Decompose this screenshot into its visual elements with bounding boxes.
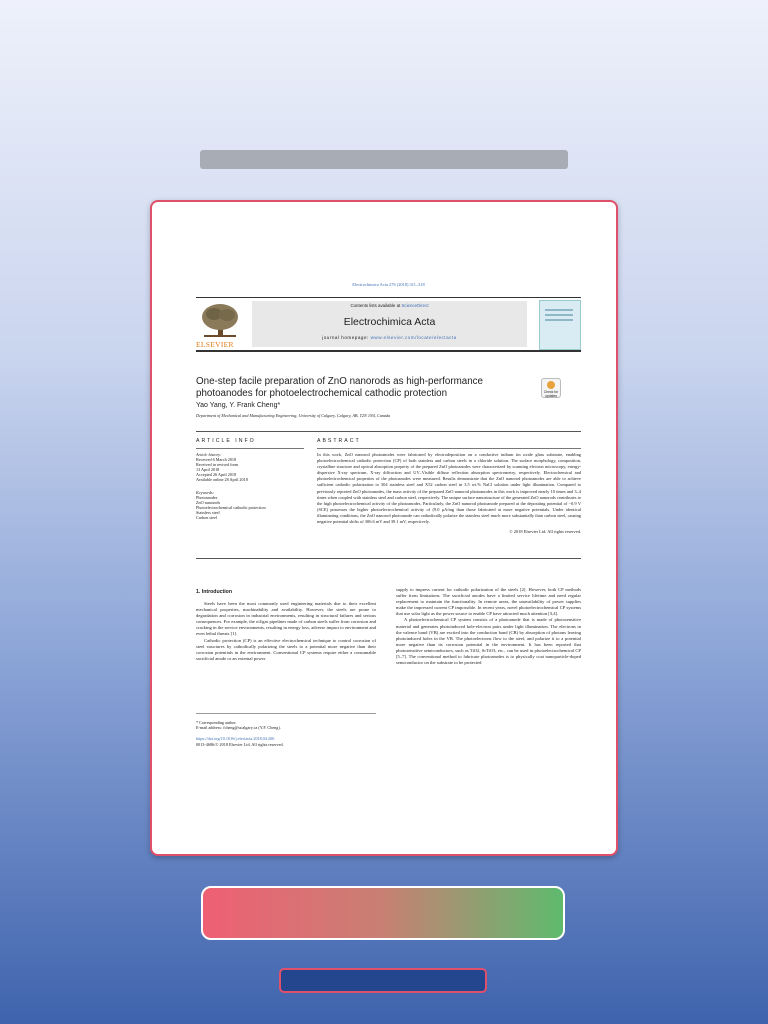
- history-item: Accepted 26 April 2018: [196, 472, 237, 477]
- footnote: [196, 713, 376, 747]
- article-info: [196, 438, 304, 520]
- keyword-item: Photoanodes: [196, 495, 218, 500]
- body-paragraph: Steels have been the most commonly used engineering materials due to their excellent mechanical properties, machinability and availability. However, the steels are prone to degradation and corrosion in industrial environments, resulting in structural failures and serious consequences. For example, the oil/gas pipelines made of carbon steels suffer from corrosion and cracking in the service environments, resulting in energy loss, adverse impact to environment and even lethal threats [1].: [196, 601, 376, 637]
- check-updates-icon: [547, 381, 555, 389]
- article-info-heading: ARTICLE INFO: [196, 438, 304, 449]
- body-left-column: [196, 587, 376, 747]
- history-item: Received in revised form: [196, 462, 239, 467]
- article-info-abstract: [196, 431, 581, 559]
- journal-cover-thumbnail: [539, 300, 581, 350]
- issn-line: 0013-4686/© 2018 Elsevier Ltd. All rights reserved.: [196, 741, 284, 747]
- section-title: 1. Introduction: [196, 589, 233, 595]
- journal-citation[interactable]: Electrochimica Acta 276 (2018) 311–318: [352, 282, 425, 287]
- contents-line: Contents lists available at ScienceDirect: [350, 303, 429, 308]
- journal-banner: [252, 301, 527, 347]
- paper-first-page: [196, 282, 581, 777]
- history-item: Available online 28 April 2018: [196, 477, 248, 482]
- footnote-author: * Corresponding author.: [196, 720, 237, 725]
- journal-header: [196, 297, 581, 352]
- paper-authors: Yao Yang, Y. Frank Cheng*: [196, 402, 281, 409]
- abstract: [317, 438, 581, 534]
- journal-homepage-link[interactable]: www.elsevier.com/locate/electacta: [370, 335, 457, 340]
- check-for-updates-badge[interactable]: Check for updates: [541, 378, 561, 398]
- keyword-item: ZnO nanorods: [196, 500, 221, 505]
- body-right-column: [396, 587, 581, 666]
- body-paragraph: supply to impress current for cathodic polarization of the steels [2]. However, both CP methods suffer from limitations. The sacrificial anodes have a limited service lifetime and need regular replacement to maintain the functionality. In remote areas, the unavailability of power supplies make the impressed current CP impossible. In recent years, novel photoelectrochemical CP systems that use solar light as the power source to enable CP have attracted much attention [3,4].: [396, 587, 581, 617]
- body-paragraph: A photoelectrochemical CP system consists of a photoanode that is made of photosensitive material and generates photoinduced hole-electron pairs under light illumination. The electrons in the valence band (VB) are excited into the conduction band (CB) by absorption of photons leaving photoinduced holes in the VB. The photoelectrons flow to the steel, and polarize it to a potential more negative than its corrosion potential in the environment. It has been reported that photosensitive semiconductors, such as TiO2, SrTiO3, etc., can be used in photoelectrochemical CP [5–7]. The conventional method to fabricate photoanodes is to physically coat nanoparticle-doped semiconductor on the substrate to be protected: [396, 617, 581, 666]
- history-item: Received 6 March 2018: [196, 457, 237, 462]
- author-affiliation: Department of Mechanical and Manufacturing Engineering, University of Calgary, Calgary, AB, T2N 1N4, Canada: [196, 413, 391, 418]
- homepage-line: journal homepage: www.elsevier.com/locate/electacta: [322, 335, 457, 340]
- footnote-email[interactable]: E-mail address: fcheng@ucalgary.ca (Y.F. Cheng).: [196, 725, 281, 731]
- journal-name: Electrochimica Acta: [343, 316, 436, 328]
- abstract-text: In this work, ZnO nanorod photoanodes were fabricated by electrodeposition on a conductive indium tin oxide glass substrate, enabling photoelectrochemical cathodic protection (CP) of both stainless and carbon steels in a chloride solution. The surface morphology, composition, crystalline structure and optical absorption property of the prepared ZnO photoanodes were characterized by scanning electron microscopy, energy-dispersive X-ray spectrum, X-ray diffraction and UV–Visible diffuse reflection absorption spectrometry, respectively. Electrochemical and photoelectrochemical properties of the photoanodes were measured. Results demonstrate that the ZnO nanorod photoanodes are able to achieve sufficient cathodic polarization to 304 stainless steel and X52 carbon steel in 3.5 wt.% NaCl solution under light illumination. Compared to previously reported ZnO photoanodes, the mass activity of the prepared ZnO nanorod photoanodes in this work is improved nearly 10 times and 3–4 times when coupled with stainless steel and carbon steel, respectively. The unique surface nanostructure of the generated ZnO nanorods contributes to the high photoelectrochemical activity of the photoanodes. Particularly, the ZnO nanorod photoanode prepared at the depositing potential of −0.9 V (SCE) possesses the higher photoelectrochemical activity of (9.0 μA/mg than those fabricated at more negative potentials. Under identical illuminating conditions, the ZnO nanorod photoanode can cathodically polarize the stainless steel much more substantially than carbon steel, causing negative potential shifts of 306.6 mV and 39.1 mV, respectively.: [317, 452, 581, 525]
- paper-preview-card: [150, 200, 618, 856]
- keyword-item: Photoelectrochemical cathodic protection: [196, 505, 266, 510]
- publisher-name: ELSEVIER: [196, 340, 234, 349]
- secondary-action-button[interactable]: [279, 968, 487, 993]
- history-label: Article history:: [196, 452, 222, 457]
- copyright-line: © 2018 Elsevier Ltd. All rights reserved.: [509, 529, 581, 535]
- top-placeholder-bar: [200, 150, 568, 169]
- keyword-item: Carbon steel: [196, 515, 218, 520]
- doi-link[interactable]: https://doi.org/10.1016/j.electacta.2018.04.206: [196, 736, 275, 742]
- keywords-label: Keywords:: [196, 490, 214, 495]
- body-paragraph: Cathodic protection (CP) is an effective electrochemical technique to control corrosion of steel structures by cathodically polarizing the steels to a potential more negative than their corrosion potentials in the environment. Conventional CP systems require either a consumable sacrificial anode or an external power: [196, 637, 376, 661]
- sciencedirect-link[interactable]: ScienceDirect: [401, 303, 429, 308]
- abstract-heading: ABSTRACT: [317, 438, 581, 449]
- paper-body: [196, 587, 581, 777]
- history-item: 13 April 2018: [196, 467, 220, 472]
- primary-action-button[interactable]: [201, 886, 565, 940]
- keyword-item: Stainless steel: [196, 510, 220, 515]
- paper-title: One-step facile preparation of ZnO nanorods as high-performance photoanodes for photoelectrochemical cathodic protection: [196, 376, 483, 399]
- title-block: [196, 376, 581, 418]
